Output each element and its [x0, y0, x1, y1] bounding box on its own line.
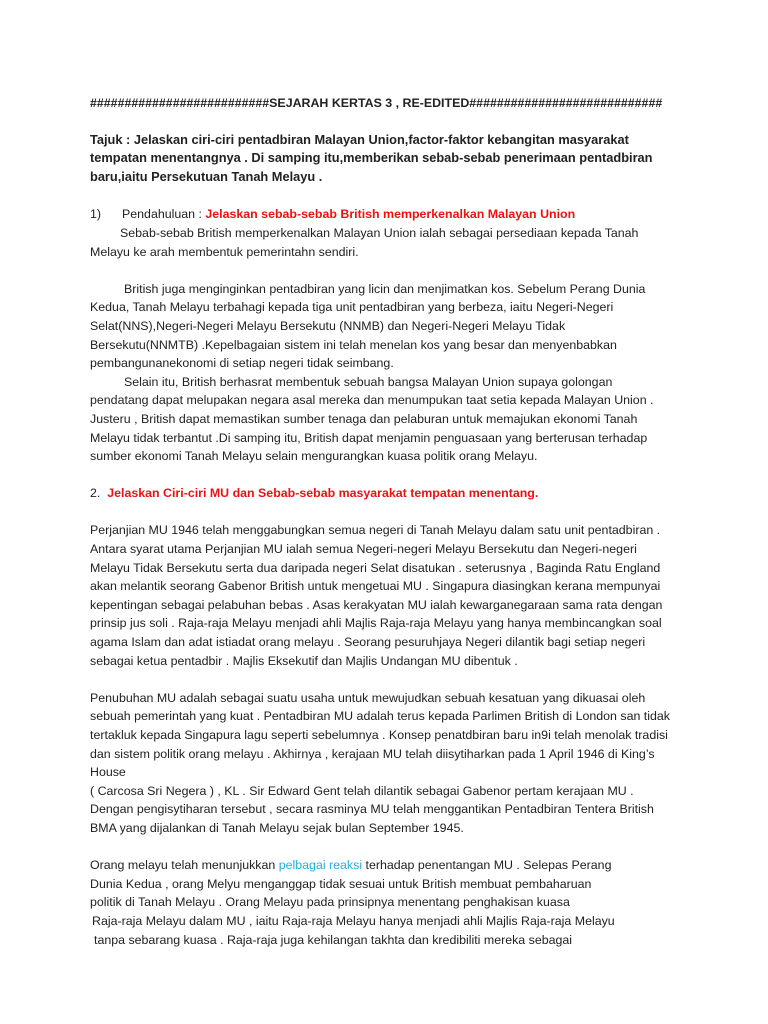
- section-1-title: Jelaskan sebab-sebab British memperkenalkan Malayan Union: [205, 207, 576, 222]
- paragraph-line: politik di Tanah Melayu . Orang Melayu pada prinsipnya menentang penghakisan kuasa: [90, 895, 570, 910]
- section-2-number: 2.: [90, 486, 101, 501]
- paragraph-line: Bersekutu(NNMTB) .Kepelbagaian sistem ini telah menelan kos yang besar dan menyenbabkan: [90, 337, 617, 352]
- essay-question-line: baru,iaitu Persekutuan Tanah Melayu .: [90, 168, 323, 184]
- paragraph-line: pendatang dapat melupakan negara asal mereka dan menumpukan taat setia kepada Malayan Union .: [90, 393, 654, 408]
- section-1-heading: [90, 205, 728, 224]
- paragraph-line: dan sistem politik orang melayu . Akhirnya , kerajaan MU telah diisytiharkan pada 1 April 1946 di King’s: [90, 746, 655, 761]
- paragraph-line: [90, 856, 728, 875]
- section-1-number: 1): [90, 207, 102, 222]
- paragraph-line: agama Islam dan adat istiadat orang melayu . Seorang pesuruhjaya Negeri dilantik bagi setiap negeri: [90, 635, 646, 650]
- paragraph-line: Antara syarat utama Perjanjian MU ialah semua Negeri-negeri Melayu Bersekutu dan Negeri-negeri: [90, 542, 637, 557]
- paragraph-line: BMA yang dijalankan di Tanah Melayu sejak bulan September 1945.: [90, 820, 464, 835]
- section-1-label: Pendahuluan :: [122, 207, 206, 222]
- paragraph-line: Melayu ke arah membentuk pemerintahn sendiri.: [90, 244, 359, 259]
- reaction-link[interactable]: pelbagai reaksi: [278, 858, 363, 873]
- paragraph-line: Dengan pengisytiharan tersebut , secara rasminya MU telah menggantikan Pentadbiran Tentera British: [90, 802, 654, 817]
- paragraph-line: akan melantik seorang Gabenor British untuk mengetuai MU . Singapura diasingkan kerana mempunyai: [90, 579, 661, 594]
- paragraph-administration: [90, 280, 728, 373]
- paragraph-line: prinsip jus soli . Raja-raja Melayu menjadi ahli Majlis Raja-raja Melayu yang hanya membincangkan soal: [90, 616, 662, 631]
- paragraph-intro: [90, 224, 728, 261]
- section-2-heading: [90, 484, 728, 503]
- paragraph-line: ( Carcosa Sri Negera ) , KL . Sir Edward Gent telah dilantik sebagai Gabenor pertam kerajaan MU .: [90, 783, 634, 798]
- paragraph-line: tanpa sebarang kuasa . Raja-raja juga kehilangan takhta dan kredibiliti mereka sebagai: [94, 932, 573, 947]
- paragraph-line: Raja-raja Melayu dalam MU , iaitu Raja-raja Melayu hanya menjadi ahli Majlis Raja-raja Melayu: [92, 913, 615, 928]
- paragraph-establishment: [90, 689, 728, 838]
- paragraph-agreement: [90, 521, 728, 670]
- paragraph-line: tertakluk kepada Singapura lagu seperti sebelumnya . Konsep penatdbiran baru in9i telah menolak tradisi: [90, 728, 668, 742]
- paragraph-line: Sebab-sebab British memperkenalkan Malayan Union ialah sebagai persediaan kepada Tanah: [120, 225, 639, 240]
- paragraph-line: Dunia Kedua , orang Melyu menganggap tidak sesuai untuk British membuat pembaharuan: [90, 876, 592, 891]
- paragraph-line: Melayu Tidak Bersekutu serta dua daripada negeri Selat disatukan . seterusnya , Baginda Ratu England: [90, 560, 661, 575]
- essay-question-line: Tajuk : Jelaskan ciri-ciri pentadbiran Malayan Union,factor-faktor kebangitan masyarakat: [90, 131, 629, 147]
- document-title: ##########################SEJARAH KERTAS 3 , RE-EDITED############################: [90, 96, 663, 110]
- paragraph-line: House: [90, 765, 126, 780]
- paragraph-line: kepentingan sebagai pelabuhan bebas . Asas kerakyatan MU ialah kewarganegaraan sama rata dengan: [90, 597, 663, 612]
- section-2-title: Jelaskan Ciri-ciri MU dan Sebab-sebab masyarakat tempatan menentang.: [107, 486, 539, 501]
- paragraph-text: Orang melayu telah menunjukkan: [90, 858, 279, 873]
- paragraph-line: Justeru , British dapat memastikan sumber tenaga dan pelaburan untuk memajukan ekonomi Tanah: [90, 411, 638, 426]
- paragraph-text: terhadap penentangan MU . Selepas Perang: [362, 858, 612, 873]
- paragraph-line: Perjanjian MU 1946 telah menggabungkan semua negeri di Tanah Melayu dalam satu unit pentadbiran .: [90, 523, 661, 538]
- paragraph-line: Selat(NNS),Negeri-Negeri Melayu Bersekutu (NNMB) dan Negeri-Negeri Melayu Tidak: [90, 318, 566, 333]
- paragraph-line: British juga menginginkan pentadbiran yang licin dan menjimatkan kos. Sebelum Perang Dunia: [124, 281, 646, 296]
- paragraph-line: sebuah pemerintah yang kuat . Pentadbiran MU adalah terus kepada Parlimen British di London san tidak: [90, 709, 670, 724]
- essay-question-line: tempatan menentangnya . Di samping itu,memberikan sebab-sebab penerimaan pentadbiran: [90, 150, 653, 166]
- paragraph-line: sebagai ketua pentadbir . Majlis Eksekutif dan Majlis Undangan MU dibentuk .: [90, 653, 518, 668]
- paragraph-line: Penubuhan MU adalah sebagai suatu usaha untuk mewujudkan sebuah kesatuan yang dikuasai oleh: [90, 690, 646, 705]
- paragraph-line: Selain itu, British berhasrat membentuk sebuah bangsa Malayan Union supaya golongan: [124, 374, 613, 389]
- paragraph-line: Kedua, Tanah Melayu terbahagi kepada tiga unit pentadbiran yang berbeza, iaitu Negeri-Negeri: [90, 300, 614, 315]
- paragraph-line: sumber ekonomi Tanah Melayu selain mengurangkan kuasa politik orang Melayu.: [90, 449, 538, 464]
- paragraph-line: pembangunanekonomi di setiap negeri tidak seimbang.: [90, 356, 394, 371]
- paragraph-line: Melayu tidak terbantut .Di samping itu, British dapat menjamin penguasaan yang berterusan terhadap: [90, 430, 648, 445]
- paragraph-reaction: [90, 856, 728, 949]
- essay-question: [90, 131, 728, 187]
- paragraph-nation: [90, 373, 728, 466]
